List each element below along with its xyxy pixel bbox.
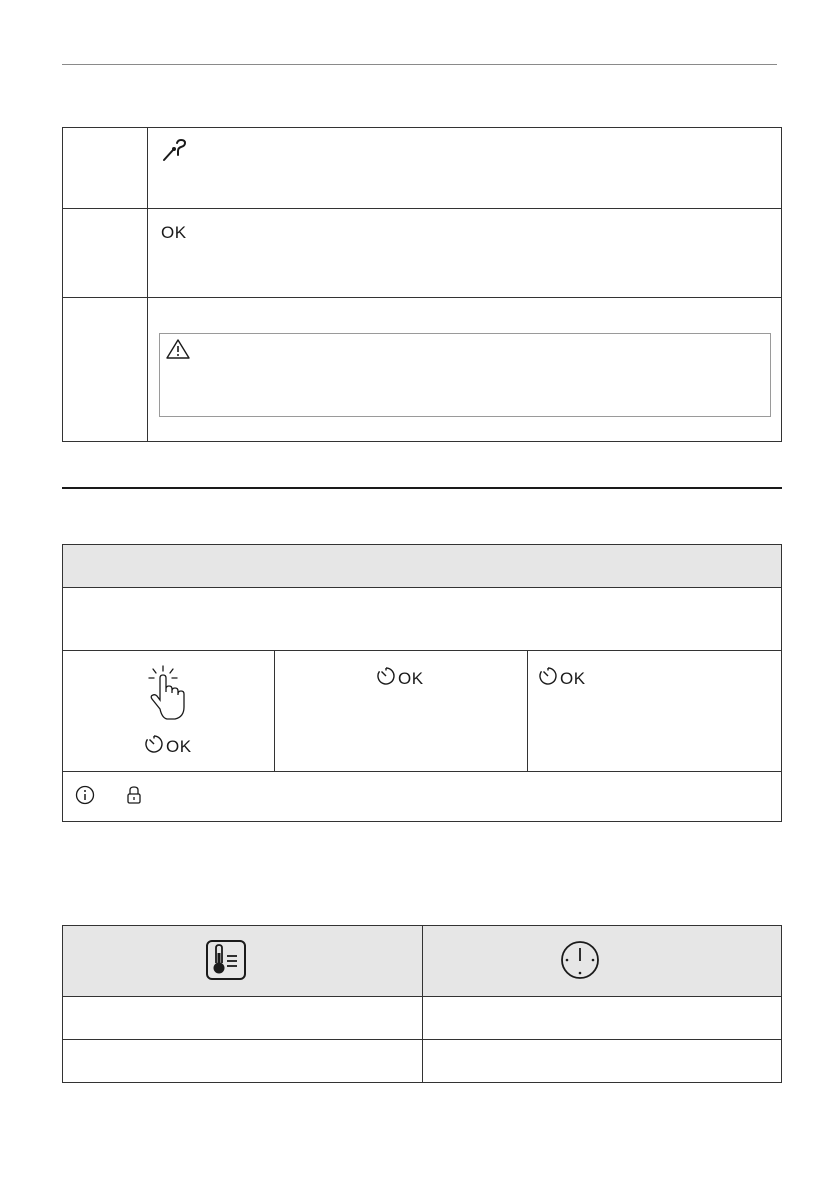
timer-icon (144, 734, 164, 759)
lock-icon (126, 785, 142, 810)
table-row-divider (63, 297, 781, 298)
table-row-divider (63, 1039, 781, 1040)
touch-hand-icon (147, 665, 187, 728)
table-header (63, 545, 781, 588)
settings-table (62, 925, 782, 1083)
section-divider (62, 487, 782, 489)
timer-ok-symbol: OK (144, 734, 192, 759)
table-row-divider (63, 650, 781, 651)
timer-icon (376, 666, 396, 691)
ok-symbol: OK (161, 223, 187, 242)
clock-icon (560, 940, 600, 985)
temperature-probe-icon (161, 139, 189, 168)
warning-box (159, 333, 771, 417)
timer-ok-symbol: OK (376, 666, 424, 691)
table-column-divider (422, 926, 423, 1082)
warning-triangle-icon (165, 338, 191, 365)
info-icon (75, 785, 95, 810)
table-row-divider (63, 208, 781, 209)
controls-table (62, 127, 782, 442)
table-column-divider (527, 650, 528, 771)
table-column-divider (274, 650, 275, 771)
page-header-rule (62, 64, 777, 65)
timer-ok-symbol: OK (538, 666, 586, 691)
steps-table (62, 544, 782, 822)
table-row-divider (63, 771, 781, 772)
timer-icon (538, 666, 558, 691)
table-column-divider (147, 128, 148, 441)
thermometer-display-icon (205, 939, 247, 986)
